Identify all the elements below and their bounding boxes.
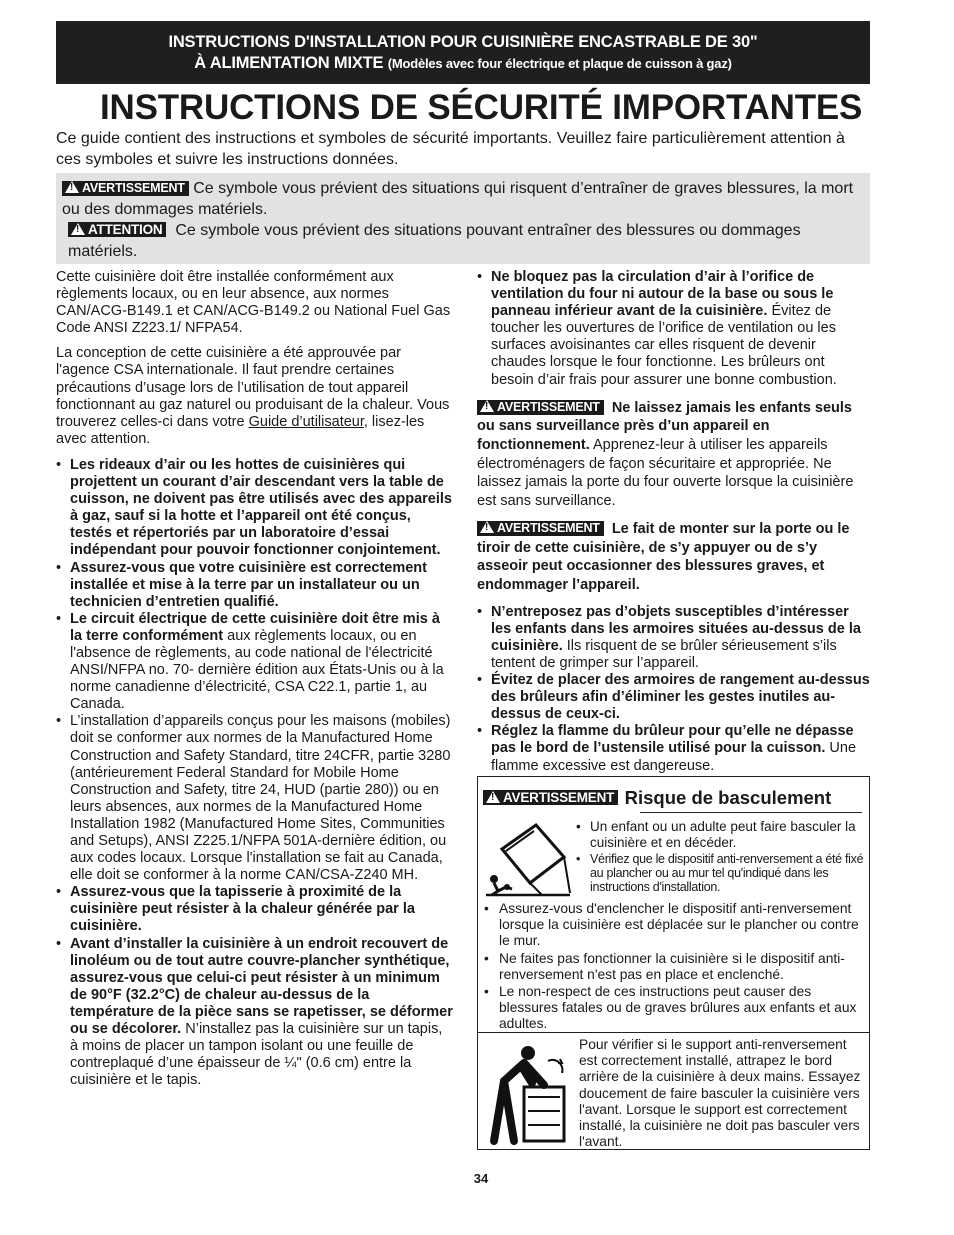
warning-badge: !AVERTISSEMENT xyxy=(477,400,604,415)
paragraph: Cette cuisinière doit être installée conformément aux règlements locaux, ou en leur absence, aux normes CAN/ACG-B149.1 et CAN/ACG-B149.2 ou National Fuel Gas Code ANSI Z223.1/ NFPA54. xyxy=(56,269,451,337)
warning-triangle-icon xyxy=(480,400,494,412)
list-item: • Ne faites pas fonctionner la cuisinière si le dispositif anti-renversement n'est pas en place et enclenché. xyxy=(484,951,866,983)
safety-list xyxy=(477,269,870,389)
list-item: • L’installation d’appareils conçus pour les maisons (mobiles) doit se conformer aux normes de la Manufactured Home Construction and Safety Standard, titre 24CFR, partie 3280 (antérieurement Federal Standard for Mobile Home Construction and Safety, titre 24, HUD (partie 280)) ou en leurs absences, aux normes de la Manufactured Home Installation 1982 (Manufactured Home Sites, Communities and Setups), ANSI Z225.1/NFPA 501A-dernière édition, ou aux codes locaux. Lorsque l'installation se fait au Canada, elle doit se conformer à la norme CAN/CSA-Z240 MH. xyxy=(56,713,454,884)
list-item: • Évitez de placer des armoires de rangement au-dessus des brûleurs afin d’éliminer les gestes inutiles au-dessus de ceux-ci. xyxy=(477,672,870,723)
safety-list xyxy=(56,457,454,1089)
warning-triangle-icon xyxy=(480,521,494,533)
warning-paragraph: !AVERTISSEMENT Ne laissez jamais les enfants seuls ou sans surveillance près d’un appareil en fonctionnement. Apprenez-leur à utiliser les appareils électroménagers de façon sécuritaire et appropriée. Ne laissez jamais la porte du four ouverte lorsque la cuisinière est sans surveillance. xyxy=(477,399,870,511)
tip-over-check-text: Pour vérifier si le support anti-renversement est correctement installé, attrapez le bord arrière de la cuisinière à deux mains. Essayez doucement de faire basculer la cuisinière vers l'avant. Lorsque le support est correctement installé, la cuisinière ne doit pas basculer vers l'avant. xyxy=(579,1037,861,1150)
list-item: • Le circuit électrique de cette cuisinière doit être mis à la terre conformément aux règlements locaux, ou en l'absence de règlements, au code national de l'électricité ANSI/NFPA no. 70- dernière édition aux États-Unis ou à la norme canadienne d’électricité, CSA C22.1, partie 1, au Canada. xyxy=(56,611,454,714)
page-title: INSTRUCTIONS DE SÉCURITÉ IMPORTANTES xyxy=(100,88,863,127)
user-guide-link[interactable]: Guide d’utilisateur xyxy=(248,413,364,430)
list-item: • Réglez la flamme du brûleur pour qu’elle ne dépasse pas le bord de l’ustensile utilisé pour la cuisson. Une flamme excessive est dangereuse. xyxy=(477,723,870,774)
header-bar xyxy=(56,21,870,84)
warning-legend: !AVERTISSEMENT Ce symbole vous prévient des situations qui risquent d’entraîner de graves blessures, la mort ou des dommages matériels. xyxy=(62,178,870,220)
warning-paragraph: !AVERTISSEMENT Le fait de monter sur la porte ou le tiroir de cette cuisinière, de s’y appuyer ou de s’y asseoir peut occasionner des blessures graves, et endommager l’appareil. xyxy=(477,520,870,595)
warning-triangle-icon xyxy=(71,223,85,235)
tip-over-heading: !AVERTISSEMENT Risque de basculement xyxy=(483,787,831,809)
warning-triangle-icon xyxy=(65,181,79,193)
header-subtitle: (Modèles avec four électrique et plaque de cuisson à gaz) xyxy=(387,56,732,71)
warning-triangle-icon xyxy=(486,791,500,803)
paragraph: La conception de cette cuisinière a été approuvée par l'agence CSA internationale. Il faut prendre certaines précautions d’usage lors de l’utilisation de tout appareil fonctionnant au gaz naturel ou produisant de la chaleur. Vous trouverez celles-ci dans votre Guide d’utilisateur, lisez-les avec attention. xyxy=(56,345,450,447)
tipping-range-icon xyxy=(484,815,572,897)
tip-over-list-b xyxy=(484,901,866,1034)
list-item: • Avant d’installer la cuisinière à un endroit recouvert de linoléum ou de tout autre couvre-plancher synthétique, assurez-vous que celui-ci peut résister à un minimum de 90°F (32.2°C) de chaleur au-dessus de la température de la pièce sans se rapetisser, se déformer ou se décolorer. N’installez pas la cuisinière sur un tapis, à moins de placer un tampon isolant ou une feuille de contreplaqué d’une épaisseur de ¼" (0.6 cm) entre la cuisinière et le tapis. xyxy=(56,936,454,1090)
header-line-1: INSTRUCTIONS D'INSTALLATION POUR CUISINIÈRE ENCASTRABLE DE 30" xyxy=(168,33,758,51)
warning-badge: !AVERTISSEMENT xyxy=(483,790,618,805)
list-item: • Assurez-vous que votre cuisinière est correctement installée et mise à la terre par un installateur ou un technicien d’entretien qualifié. xyxy=(56,560,454,611)
caution-legend: !ATTENTION Ce symbole vous prévient des situations pouvant entraîner des blessures ou dommages matériels. xyxy=(62,220,870,262)
header-line-2: À ALIMENTATION MIXTE (Modèles avec four électrique et plaque de cuisson à gaz) xyxy=(194,54,732,72)
heading-underline xyxy=(640,812,862,813)
intro-text: Ce guide contient des instructions et symboles de sécurité importants. Veuillez faire particulièrement attention à ces symboles et suivre les instructions données. xyxy=(56,130,845,168)
list-item: • Un enfant ou un adulte peut faire basculer la cuisinière et en décéder. xyxy=(576,819,866,850)
left-column xyxy=(56,269,454,1089)
list-item: • Vérifiez que le dispositif anti-renversement a été fixé au plancher ou au mur tel qu'indiqué dans les instructions d'installation. xyxy=(576,852,866,894)
list-item: • Ne bloquez pas la circulation d’air à l’orifice de ventilation du four ni autour de la base ou sous le panneau inférieur avant de la cuisinière. Évitez de toucher les ouvertures de l’orifice de ventilation ou les surfaces avoisinantes car elles risquent de devenir chaudes lorsque le four fonctionne. Les brûleurs ont besoin d’air frais pour assurer une bonne combustion. xyxy=(477,269,870,389)
check-bracket-icon xyxy=(484,1041,574,1145)
warning-badge: !AVERTISSEMENT xyxy=(62,181,189,196)
tip-over-warning-box xyxy=(477,776,870,1150)
list-item: • Assurez-vous que la tapisserie à proximité de la cuisinière peut résister à la chaleur générée par la cuisinière. xyxy=(56,884,454,935)
caution-badge: !ATTENTION xyxy=(68,222,166,237)
warning-badge: !AVERTISSEMENT xyxy=(477,521,604,536)
right-column xyxy=(477,269,870,775)
safety-list xyxy=(477,604,870,775)
list-item: • Les rideaux d’air ou les hottes de cuisinières qui projettent un courant d’air descendant vers la table de cuisson, ne doivent pas être utilisés avec des appareils à gaz, sauf si la hotte et l’appareil ont été conçus, testés et répertoriés par un laboratoire d’essai indépendant pour pouvoir fonctionner conjointement. xyxy=(56,457,454,560)
list-item: • N’entreposez pas d’objets susceptibles d’intéresser les enfants dans les armoires situées au-dessus de la cuisinière. Ils risquent de se brûler sérieusement s’ils tentent de grimper sur l’appareil. xyxy=(477,604,870,672)
symbols-legend xyxy=(56,173,870,264)
tip-over-top-panel xyxy=(478,777,869,1033)
list-item: • Le non-respect de ces instructions peut causer des blessures fatales ou de graves brûlures aux enfants et aux adultes. xyxy=(484,984,866,1033)
page-number: 34 xyxy=(473,1171,489,1186)
tip-over-list-a xyxy=(576,819,866,894)
list-item: • Assurez-vous d'enclencher le dispositif anti-renversement lorsque la cuisinière est déplacée sur le plancher ou contre le mur. xyxy=(484,901,866,950)
